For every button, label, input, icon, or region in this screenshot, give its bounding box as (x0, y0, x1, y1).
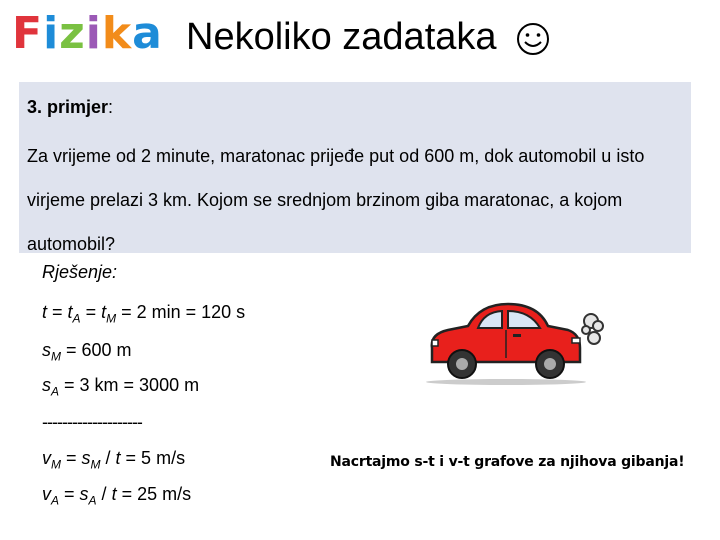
solution-line-sa: $s_A = 3$ km = 3000 m (42, 375, 200, 399)
smiley-icon (515, 21, 551, 57)
solution-line-sm: $s_M = 600$ m (42, 340, 132, 364)
solution-heading: Rješenje: (42, 262, 118, 282)
logo-letter: i (43, 8, 60, 59)
logo-letter: i (85, 8, 102, 59)
task-text: Za vrijeme od 2 minute, maratonac prijeđe put od 600 m, dok automobil u isto virjeme prelazi 3 km. Kojom se srednjom brzinom giba maratonac, a kojom automobil? (27, 146, 645, 254)
page-title (186, 12, 551, 62)
solution-line-vm: $v_M = s_M / t = 5$ m/s (42, 448, 186, 472)
task-box (19, 82, 691, 253)
solution-separator: -------------------- (42, 412, 142, 432)
fizika-logo (12, 4, 163, 64)
logo-letter: F (12, 8, 44, 59)
page-title-text: Nekoliko zadataka (186, 16, 497, 58)
task-heading-colon: : (108, 97, 114, 117)
solution-line-time: $t = t_A = t_M = 2$ min = 120 s (42, 302, 246, 326)
logo-letter: z (59, 8, 86, 59)
car-image (418, 296, 608, 392)
graph-instruction-note: Nacrtajmo s-t i v-t grafove za njihova gibanja! (330, 454, 685, 470)
exhaust-puff-icon (582, 314, 603, 344)
task-heading-label: 3. primjer (27, 97, 109, 117)
logo-letter: a (132, 8, 163, 59)
solution-line-va: $v_A = s_A / t = 25$ m/s (42, 484, 192, 508)
logo-letter: k (101, 8, 133, 59)
task-heading (27, 94, 113, 120)
